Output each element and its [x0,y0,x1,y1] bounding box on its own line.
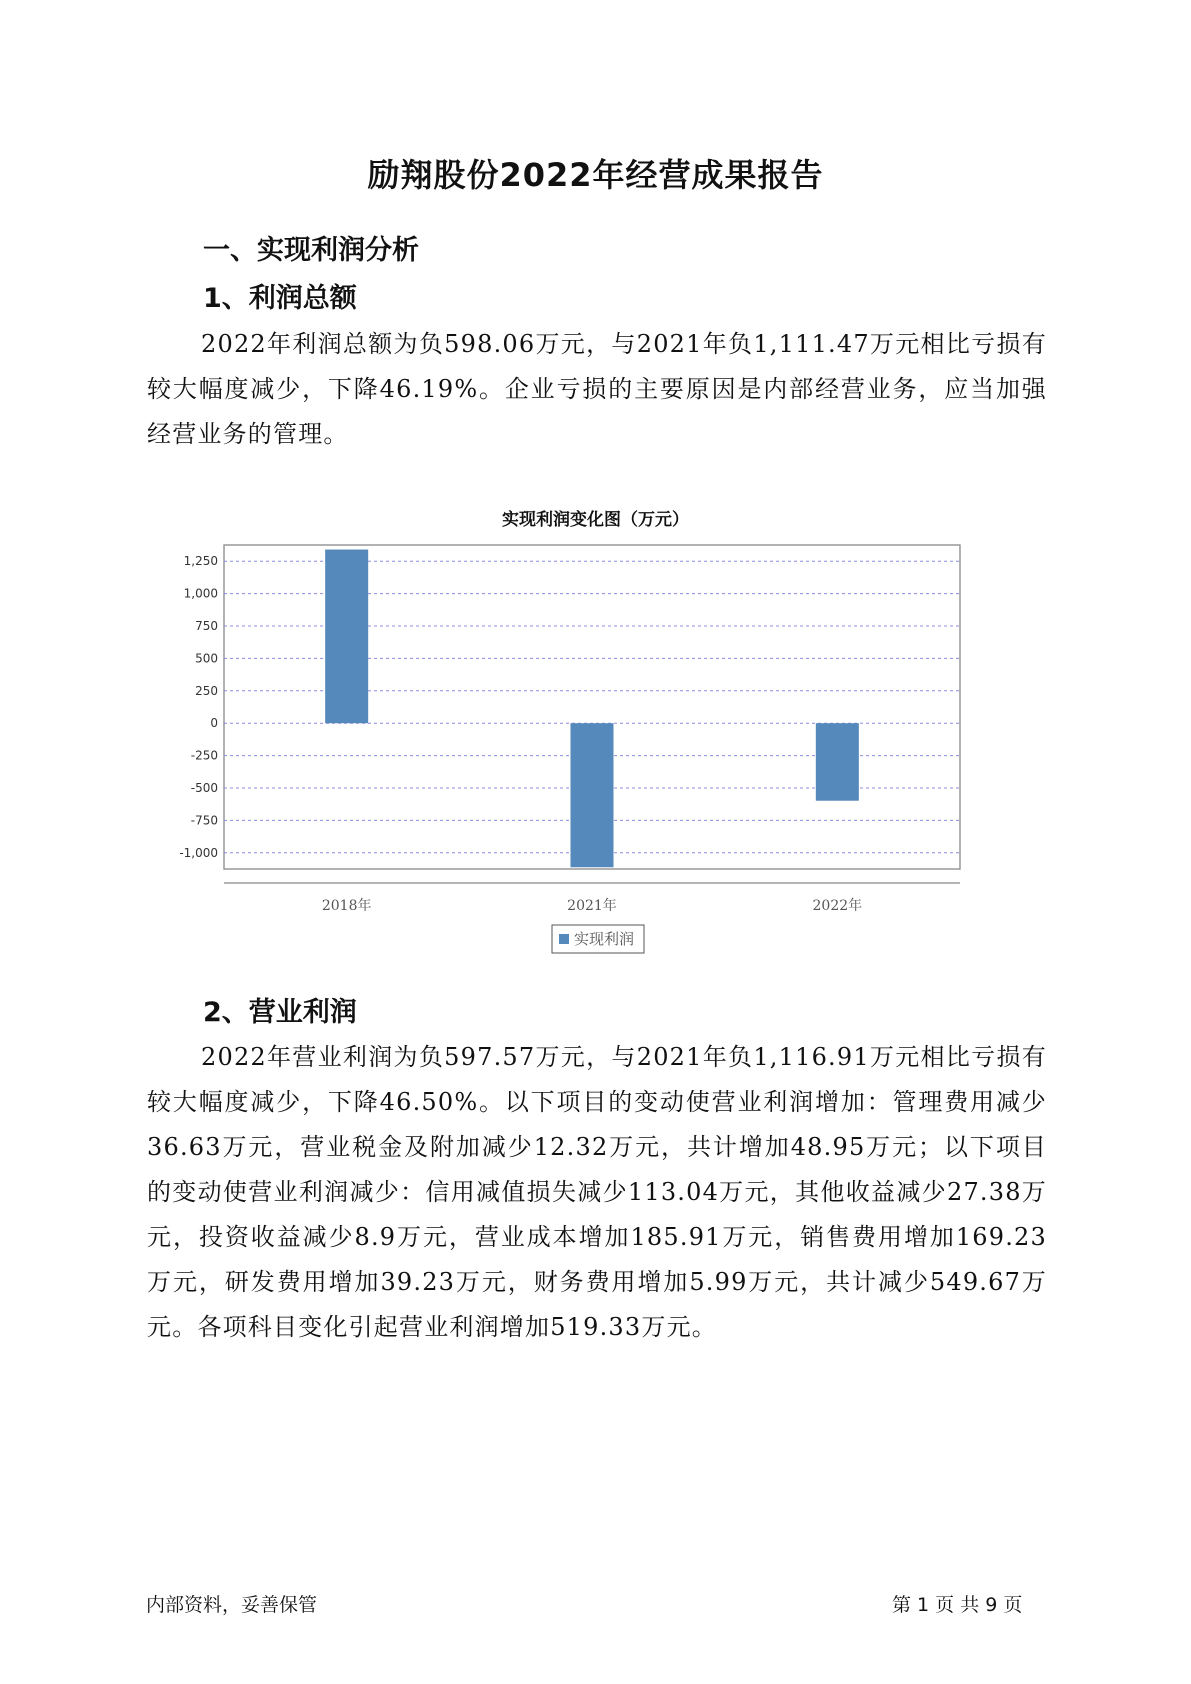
profit-bar-chart [150,535,1030,955]
y-tick-label: 250 [195,683,218,698]
y-tick-label: 0 [210,716,218,731]
y-tick-label: -1,000 [179,845,218,860]
y-tick-label: -750 [190,813,218,828]
footer-confidential-note: 内部资料，妥善保管 [146,1594,318,1616]
y-axis-ticks [179,554,218,860]
bar-2021年 [571,723,614,867]
bar-2018年 [325,550,368,724]
x-tick-label: 2022年 [812,898,863,914]
x-axis-ticks [322,897,862,914]
y-tick-label: 750 [195,619,218,633]
section-heading-profit-analysis: 一、实现利润分析 [203,235,419,266]
y-tick-label: 500 [195,651,218,666]
footer-page-number: 第 1 页 共 9 页 [892,1594,1023,1616]
legend [552,925,644,953]
legend-swatch [559,934,569,944]
y-tick-label: -250 [190,748,218,763]
legend-label: 实现利润 [574,930,635,948]
bar-2022年 [816,723,859,801]
document-title: 励翔股份2022年经营成果报告 [367,156,824,194]
paragraph-operating-profit: 2022年营业利润为负597.57万元，与2021年负1,116.91万元相比亏损有较大幅度减少，下降46.50%。以下项目的变动使营业利润增加：管理费用减少36.63万元，营业税金及附加减少12.32万元，共计增加48.95万元；以下项目的变动使营业利润减少：信用减值损失减少113.04万元，其他收益减少27.38万元，投资收益减少8.9万元，营业成本增加185.91万元，销售费用增加169.23万元，研发费用增加39.23万元，财务费用增加5.99万元，共计减少549.67万元。各项科目变化引起营业利润增加519.33万元。 [147,1043,1047,1341]
y-tick-label: 1,250 [183,554,218,569]
y-tick-label: 1,000 [183,586,218,601]
subheading-total-profit: 1、利润总额 [203,283,357,314]
y-tick-label: -500 [190,781,218,795]
paragraph-total-profit: 2022年利润总额为负598.06万元，与2021年负1,111.47万元相比亏损有较大幅度减少，下降46.19%。企业亏损的主要原因是内部经营业务，应当加强经营业务的管理。 [147,330,1047,448]
subheading-operating-profit: 2、营业利润 [203,997,357,1028]
chart-title: 实现利润变化图（万元） [502,510,689,530]
x-tick-label: 2021年 [567,898,617,914]
x-tick-label: 2018年 [321,898,372,914]
